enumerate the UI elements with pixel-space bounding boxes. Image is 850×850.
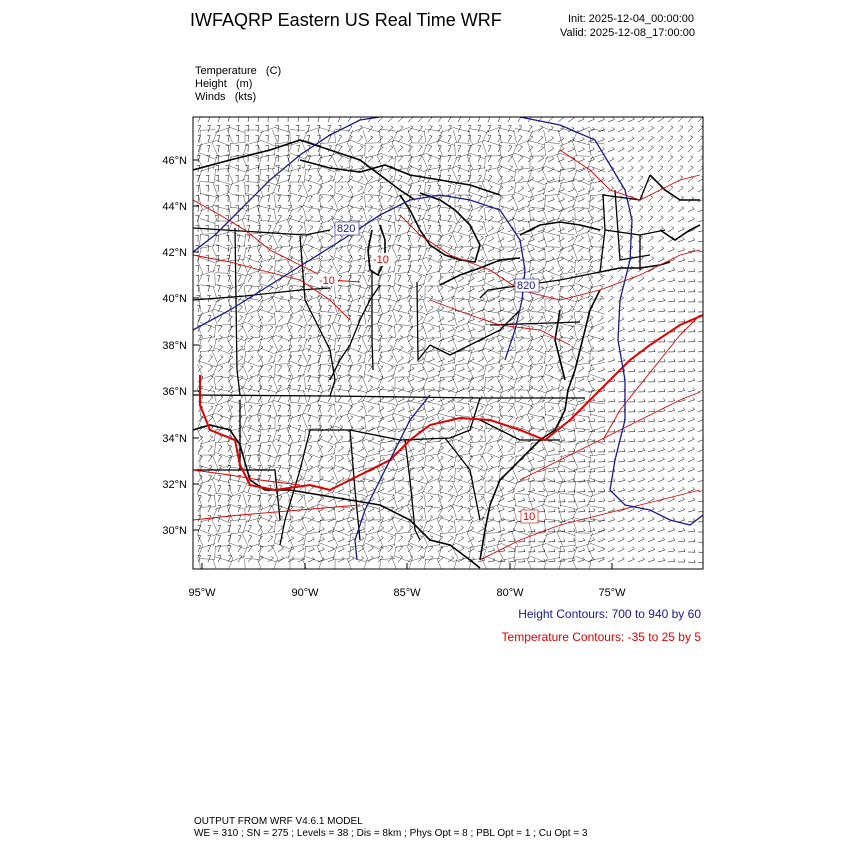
model-footer bbox=[194, 816, 587, 840]
lon-label-80: 80°W bbox=[496, 587, 524, 599]
lat-label-40: 40°N bbox=[162, 293, 187, 305]
longitude-axis bbox=[202, 563, 612, 569]
field-height: Height (m) bbox=[195, 78, 253, 90]
height-contours bbox=[193, 117, 703, 560]
freezing-contour bbox=[200, 315, 703, 490]
map-title: IWFAQRP Eastern US Real Time WRF bbox=[190, 10, 502, 30]
temp-label-1: -10 bbox=[373, 254, 389, 266]
temp-label-3: 10 bbox=[523, 511, 536, 523]
lat-label-32: 32°N bbox=[162, 479, 187, 491]
valid-time: Valid: 2025-12-08_17:00:00 bbox=[560, 27, 695, 39]
lat-label-44: 44°N bbox=[162, 201, 187, 213]
footer-line-model: OUTPUT FROM WRF V4.6.1 MODEL bbox=[194, 816, 363, 827]
lon-label-75: 75°W bbox=[598, 587, 626, 599]
init-time: Init: 2025-12-04_00:00:00 bbox=[568, 13, 694, 25]
lon-label-85: 85°W bbox=[393, 587, 421, 599]
height-label-1: 820 bbox=[337, 223, 356, 235]
lat-label-30: 30°N bbox=[162, 525, 187, 537]
field-temperature: Temperature (C) bbox=[195, 65, 282, 77]
lon-label-95: 95°W bbox=[188, 587, 216, 599]
lat-label-34: 34°N bbox=[162, 433, 187, 445]
footer-line-config: WE = 310 ; SN = 275 ; Levels = 38 ; Dis = 8km ; Phys Opt = 8 ; PBL Opt = 1 ; Cu Opt = 3 bbox=[194, 828, 588, 839]
map-frame bbox=[193, 117, 703, 569]
lat-label-36: 36°N bbox=[162, 386, 187, 398]
temperature-contour-note: Temperature Contours: -35 to 25 by 5 bbox=[501, 630, 701, 644]
lat-label-46: 46°N bbox=[162, 155, 187, 167]
temp-label-2: -10 bbox=[319, 275, 335, 287]
height-contour-note: Height Contours: 700 to 940 by 60 bbox=[518, 607, 701, 621]
lat-label-42: 42°N bbox=[162, 247, 187, 259]
height-label-2: 820 bbox=[517, 280, 536, 292]
field-winds: Winds (kts) bbox=[195, 91, 257, 103]
lon-label-90: 90°W bbox=[291, 587, 319, 599]
lat-label-38: 38°N bbox=[162, 340, 187, 352]
